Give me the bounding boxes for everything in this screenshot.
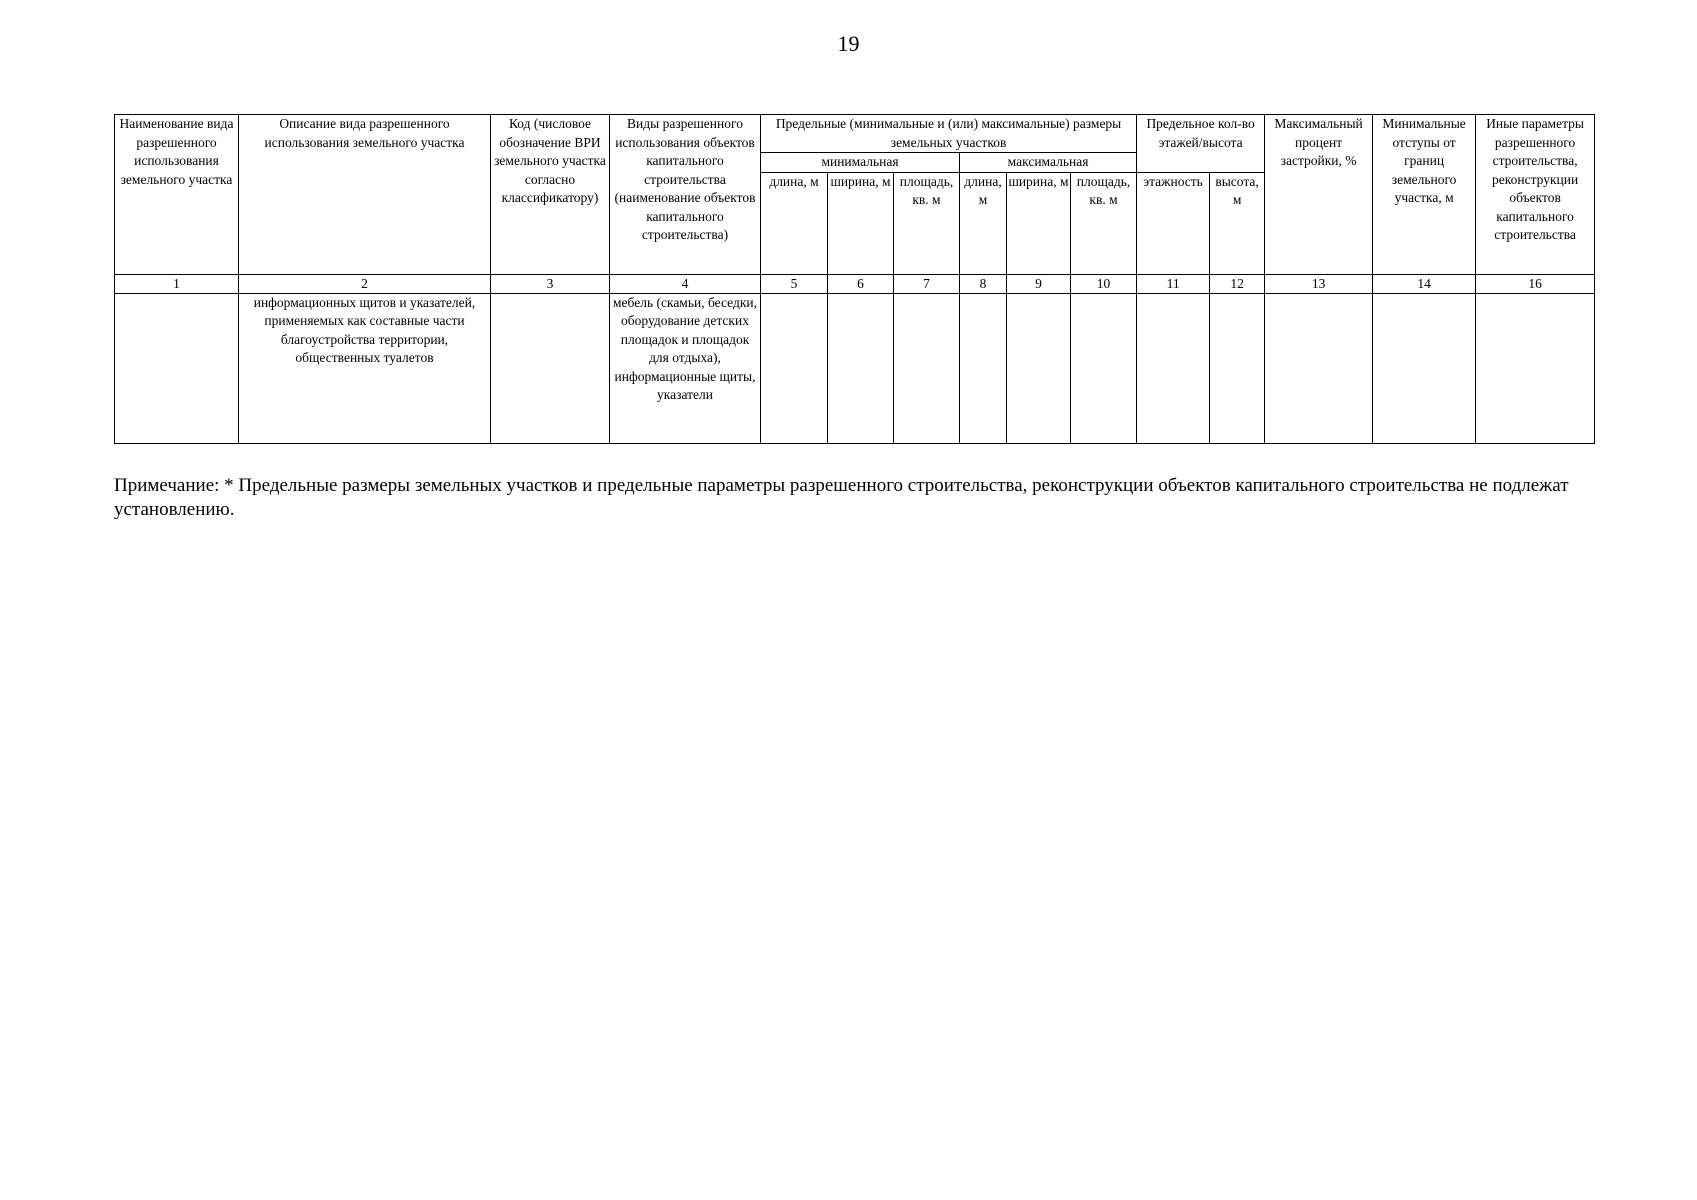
header-use-code: Код (числовое обозначение ВРИ земельного участка согласно классификатору) xyxy=(491,115,610,275)
cell-other-params xyxy=(1476,293,1595,443)
column-number: 2 xyxy=(239,274,491,293)
column-number: 3 xyxy=(491,274,610,293)
header-capital-objects: Виды разрешенного использования объектов капитального строительства (наименование объектов капитального строительства) xyxy=(610,115,761,275)
column-number: 10 xyxy=(1071,274,1137,293)
column-number: 12 xyxy=(1210,274,1265,293)
cell-floors xyxy=(1137,293,1210,443)
header-min-length: длина, м xyxy=(761,172,828,274)
header-maximum: максимальная xyxy=(960,153,1137,173)
header-min-area: площадь, кв. м xyxy=(894,172,960,274)
cell-max-area xyxy=(1071,293,1137,443)
cell-max-width xyxy=(1007,293,1071,443)
cell-height xyxy=(1210,293,1265,443)
header-min-setbacks: Минимальные отступы от границ земельного участка, м xyxy=(1373,115,1476,275)
column-number: 5 xyxy=(761,274,828,293)
cell-max-coverage xyxy=(1265,293,1373,443)
header-minimum: минимальная xyxy=(761,153,960,173)
header-floors: этажность xyxy=(1137,172,1210,274)
column-number: 1 xyxy=(115,274,239,293)
header-max-coverage: Максимальный процент застройки, % xyxy=(1265,115,1373,275)
column-number: 6 xyxy=(828,274,894,293)
cell-min-length xyxy=(761,293,828,443)
cell-min-area xyxy=(894,293,960,443)
land-use-regulations-table xyxy=(114,114,1595,444)
header-use-description: Описание вида разрешенного использования земельного участка xyxy=(239,115,491,275)
column-number: 9 xyxy=(1007,274,1071,293)
cell-max-length xyxy=(960,293,1007,443)
header-height: высота, м xyxy=(1210,172,1265,274)
column-number: 14 xyxy=(1373,274,1476,293)
header-max-width: ширина, м xyxy=(1007,172,1071,274)
column-number: 7 xyxy=(894,274,960,293)
page-number: 19 xyxy=(837,31,860,56)
column-number: 13 xyxy=(1265,274,1373,293)
header-floors-height: Предельное кол-во этажей/высота xyxy=(1137,115,1265,173)
cell-min-setbacks xyxy=(1373,293,1476,443)
cell-min-width xyxy=(828,293,894,443)
cell-capital-objects: мебель (скамьи, беседки, оборудование детских площадок и площадок для отдыха), информационные щиты, указатели xyxy=(610,293,761,443)
table-row xyxy=(115,293,1595,443)
header-max-area: площадь, кв. м xyxy=(1071,172,1137,274)
cell-use-name xyxy=(115,293,239,443)
header-min-width: ширина, м xyxy=(828,172,894,274)
cell-use-code xyxy=(491,293,610,443)
header-row-1 xyxy=(115,115,1595,153)
column-number: 16 xyxy=(1476,274,1595,293)
table-note: Примечание: * Предельные размеры земельных участков и предельные параметры разрешенного строительства, реконструкции объектов капитального строительства не подлежат установлению. xyxy=(114,475,1569,520)
header-other-params: Иные параметры разрешенного строительства, реконструкции объектов капитального строительства xyxy=(1476,115,1595,275)
header-use-name: Наименование вида разрешенного использования земельного участка xyxy=(115,115,239,275)
column-number: 4 xyxy=(610,274,761,293)
header-plot-size-limits: Предельные (минимальные и (или) максимальные) размеры земельных участков xyxy=(761,115,1137,153)
cell-use-description: информационных щитов и указателей, применяемых как составные части благоустройства территории, общественных туалетов xyxy=(239,293,491,443)
column-number: 11 xyxy=(1137,274,1210,293)
column-number: 8 xyxy=(960,274,1007,293)
column-number-row xyxy=(115,274,1595,293)
header-max-length: длина, м xyxy=(960,172,1007,274)
